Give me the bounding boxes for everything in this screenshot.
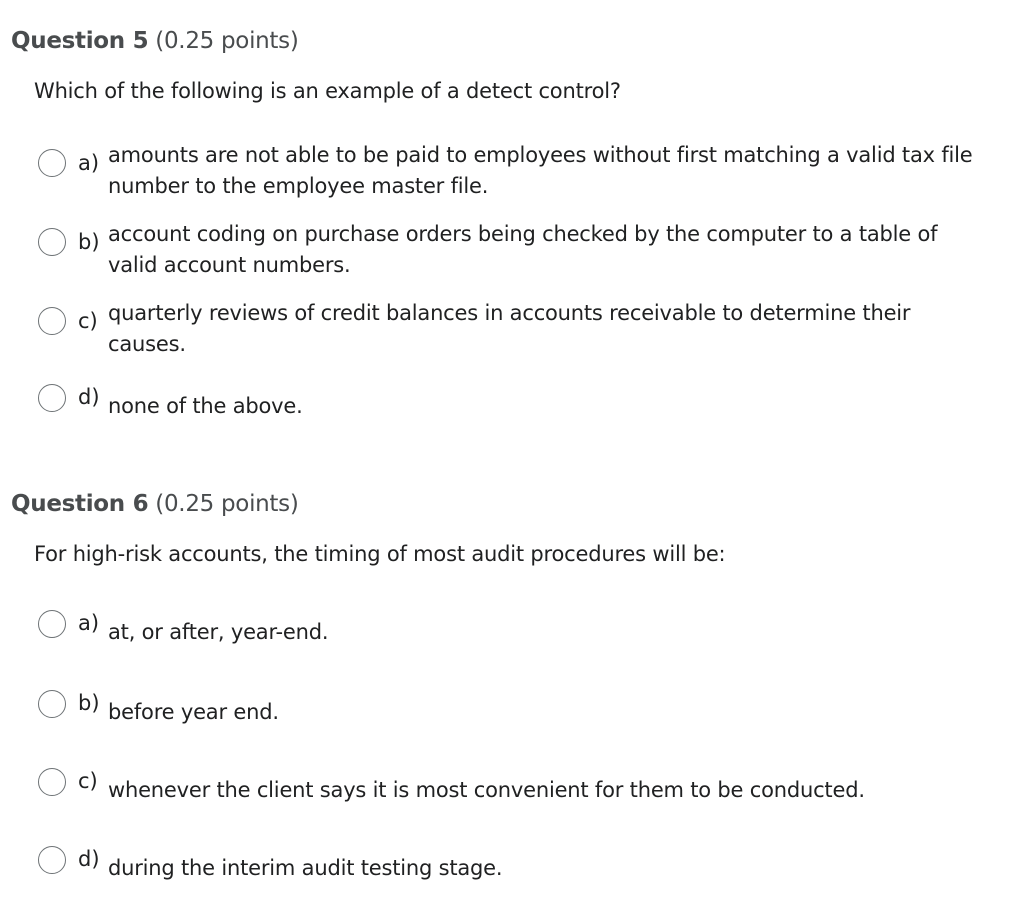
option-letter: a) xyxy=(78,151,100,175)
option-text: quarterly reviews of credit balances in accounts receivable to determine their causes. xyxy=(108,301,911,356)
option-text: none of the above. xyxy=(108,394,303,418)
radio-button[interactable] xyxy=(38,768,66,796)
question-text: Which of the following is an example of a detect control? xyxy=(34,79,621,103)
option-letter: a) xyxy=(78,611,100,635)
radio-button[interactable] xyxy=(38,610,66,638)
option-d[interactable] xyxy=(38,384,998,424)
option-c[interactable] xyxy=(38,768,998,808)
option-b[interactable] xyxy=(38,223,998,287)
option-text: amounts are not able to be paid to employees without first matching a valid tax file number to the employee master file. xyxy=(108,143,973,198)
option-letter: c) xyxy=(78,769,98,793)
option-b[interactable] xyxy=(38,690,998,730)
question-header xyxy=(11,491,299,517)
option-letter: b) xyxy=(78,691,100,715)
radio-button[interactable] xyxy=(38,228,66,256)
option-letter: c) xyxy=(78,309,98,333)
radio-button[interactable] xyxy=(38,149,66,177)
option-text: whenever the client says it is most convenient for them to be conducted. xyxy=(108,778,865,802)
option-text: account coding on purchase orders being checked by the computer to a table of valid account numbers. xyxy=(108,222,938,277)
question-points: (0.25 points) xyxy=(155,491,299,517)
option-c[interactable] xyxy=(38,302,998,366)
question-text: For high-risk accounts, the timing of most audit procedures will be: xyxy=(34,542,726,566)
radio-button[interactable] xyxy=(38,307,66,335)
option-a[interactable] xyxy=(38,144,998,208)
question-header xyxy=(11,28,299,54)
question-label: Question 6 xyxy=(11,491,149,517)
option-text: at, or after, year-end. xyxy=(108,620,329,644)
radio-button[interactable] xyxy=(38,690,66,718)
radio-button[interactable] xyxy=(38,846,66,874)
question-label: Question 5 xyxy=(11,28,149,54)
option-letter: b) xyxy=(78,230,100,254)
option-letter: d) xyxy=(78,385,100,409)
option-a[interactable] xyxy=(38,610,998,650)
radio-button[interactable] xyxy=(38,384,66,412)
option-text: before year end. xyxy=(108,700,279,724)
option-letter: d) xyxy=(78,847,100,871)
question-points: (0.25 points) xyxy=(155,28,299,54)
option-text: during the interim audit testing stage. xyxy=(108,856,503,880)
option-d[interactable] xyxy=(38,846,998,886)
